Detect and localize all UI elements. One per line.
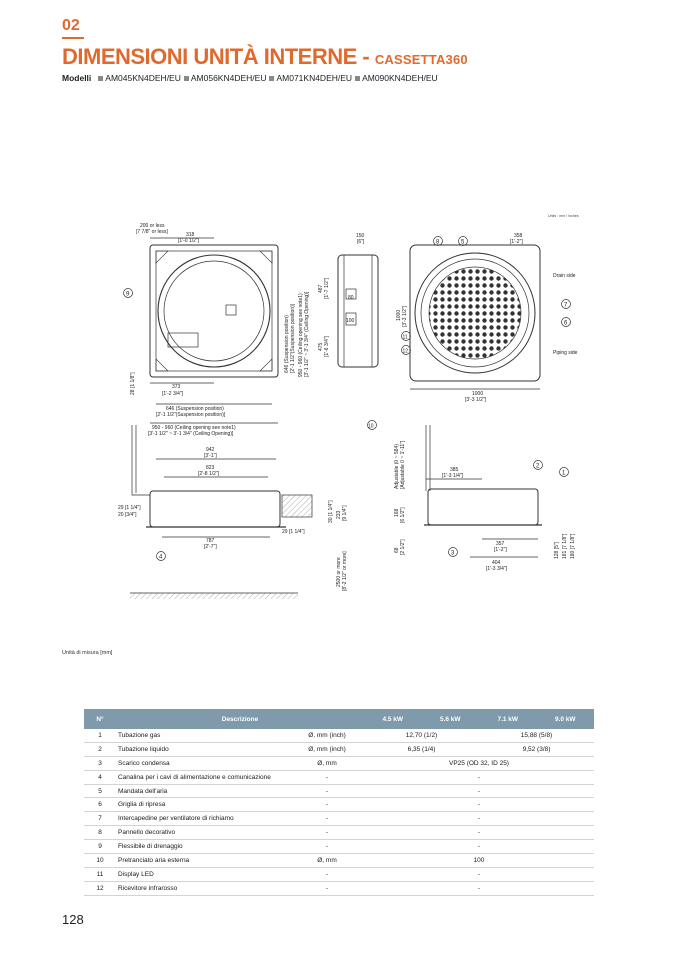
row-unit: - [290, 826, 364, 840]
dim-487-in: [1'-7 1/2"] [324, 277, 330, 299]
dim-68-in: [2 1/2"] [400, 539, 406, 555]
dim-373: 373 [172, 384, 181, 390]
row-val-all: - [364, 881, 594, 895]
row-unit: Ø, mm [290, 756, 364, 770]
dim-200: 200 or less [140, 223, 165, 229]
row-num: 6 [84, 798, 116, 812]
dim-168-in: [6 1/2"] [400, 507, 406, 523]
drain-side-label: Drain side [553, 273, 576, 279]
bullet-square-icon [355, 76, 360, 81]
dim-385-in: [1'-3 1/4"] [442, 473, 464, 479]
dim-787: 787 [206, 538, 215, 544]
dim-233: 233 [336, 510, 342, 519]
callout-8: 8 [436, 239, 440, 246]
dim-950v: 950 - 960 (Ceiling opening see note1) [298, 293, 304, 377]
table-row [84, 840, 594, 854]
table-header-row [84, 709, 594, 729]
dim-150: 150 [356, 233, 365, 239]
adjustable-in-label: [Adjustable 0 ~ 1'-11"] [400, 440, 406, 489]
header-45: 4.5 kW [364, 709, 422, 729]
row-desc: Scarico condensa [116, 756, 290, 770]
dim-646v: 646 (Suspension position) [284, 315, 290, 373]
row-unit: - [290, 770, 364, 784]
row-unit: Ø, mm (inch) [290, 729, 364, 742]
models-label: Modelli [62, 73, 92, 83]
row-num: 7 [84, 812, 116, 826]
row-desc: Flessibile di drenaggio [116, 840, 290, 854]
dim-1000h-in: [3'-3 1/2"] [465, 397, 487, 403]
row-desc: Ricevitore infrarosso [116, 881, 290, 895]
dim-823-in: [2'-8 1/2"] [198, 471, 220, 477]
callout-5: 5 [461, 239, 465, 246]
dim-318-in: [1'-0 1/2"] [178, 238, 200, 244]
row-num: 9 [84, 840, 116, 854]
dim-128: 128 [5"] [554, 541, 560, 559]
row-desc: Canalina per i cavi di alimentazione e comunicazione [116, 770, 290, 784]
table-row [84, 784, 594, 798]
dim-233-in: [9 1/4"] [342, 505, 348, 521]
table-row [84, 826, 594, 840]
model-1: AM045KN4DEH/EU [105, 73, 181, 83]
adjustable-label: Adjustable (0 ~ 584) [394, 444, 400, 489]
table-row [84, 770, 594, 784]
unit-note: Unità di misura [mm] [62, 650, 113, 656]
bullet-square-icon [269, 76, 274, 81]
row-desc: Griglia di ripresa [116, 798, 290, 812]
row-desc: Pannello decorativo [116, 826, 290, 840]
dim-950v-in: [3'-1 1/2" ~ 3'-1 3/4" (Ceiling Opening)] [304, 291, 310, 377]
title-sub: CASSETTA360 [374, 52, 468, 67]
dim-823: 823 [206, 465, 215, 471]
dim-942-in: [3'-1"] [204, 453, 217, 459]
row-val-a: 6,35 (1/4) [364, 742, 479, 756]
model-2: AM056KN4DEH/EU [190, 73, 267, 83]
dim-487: 487 [318, 284, 324, 293]
row-val-all: - [364, 826, 594, 840]
callout-7: 7 [564, 302, 568, 309]
row-val-all: - [364, 770, 594, 784]
table-row [84, 812, 594, 826]
dim-28: 28 [1 1/8"] [130, 372, 136, 395]
front-view [396, 233, 578, 403]
dim-646h: 646 (Suspension position) [166, 406, 224, 412]
table-row [84, 881, 594, 895]
header-56: 5.6 kW [422, 709, 480, 729]
callout-2: 2 [536, 463, 540, 470]
row-val-all: - [364, 840, 594, 854]
dim-168: 168 [394, 508, 400, 517]
title-main: DIMENSIONI UNITÀ INTERNE - [62, 44, 375, 69]
dim-29b: 29 [1 1/4"] [282, 529, 305, 535]
dim-2500: 2500 or more [336, 557, 342, 587]
row-val-b: 15,88 (5/8) [479, 729, 594, 742]
row-unit: - [290, 812, 364, 826]
units-label: Units : mm / inches [548, 214, 579, 218]
callout-12: 12 [402, 348, 409, 355]
dim-357-in: [1'-2"] [494, 547, 507, 553]
dim-475-in: [1'-6 3/4"] [324, 335, 330, 357]
side-view [318, 233, 378, 367]
callout-6: 6 [564, 320, 568, 327]
dim-942: 942 [206, 447, 215, 453]
row-desc: Pretranciato aria esterna [116, 854, 290, 868]
dim-100: 100 [346, 318, 355, 324]
page-number: 128 [62, 912, 84, 927]
row-num: 3 [84, 756, 116, 770]
dim-180: 180 [7 1/8"] [570, 533, 576, 559]
dim-646h-in: [2'-1 1/2"(Suspension position)] [156, 412, 226, 418]
row-desc: Intercapedine per ventilatore di richiamo [116, 812, 290, 826]
dim-1000v-in: [3'-3 1/2"] [402, 305, 408, 327]
callout-4: 4 [159, 554, 163, 561]
section-underline [62, 37, 84, 39]
dim-646v-in: [2'-1 1/2"(Suspension position)] [290, 303, 296, 373]
dim-318: 318 [186, 232, 195, 238]
row-val-all: - [364, 867, 594, 881]
row-val-all: - [364, 812, 594, 826]
dim-1000v: 1000 [396, 309, 402, 321]
dim-80: 80 [348, 295, 354, 301]
callout-10: 10 [368, 423, 374, 430]
top-view [130, 223, 310, 437]
model-4: AM090KN4DEH/EU [362, 73, 438, 83]
dim-1000h: 1000 [472, 391, 484, 397]
page-title [62, 44, 468, 70]
row-num: 5 [84, 784, 116, 798]
row-val-all: VP25 (OD 32, ID 25) [364, 756, 594, 770]
dim-787-in: [2'-7"] [204, 544, 217, 550]
header-desc: Descrizione [116, 709, 364, 729]
bullet-square-icon [98, 76, 103, 81]
row-num: 10 [84, 854, 116, 868]
bullet-square-icon [184, 76, 189, 81]
callout-1: 1 [562, 470, 566, 477]
row-val-a: 12,70 (1/2) [364, 729, 479, 742]
dim-373-in: [1'-2 3/4"] [162, 391, 184, 397]
dim-950h: 950 - 960 (Ceiling opening see note1) [152, 425, 236, 431]
row-unit: - [290, 798, 364, 812]
header-num: N° [84, 709, 116, 729]
dim-357: 357 [496, 541, 505, 547]
table-row [84, 756, 594, 770]
row-unit: Ø, mm [290, 854, 364, 868]
table-row [84, 798, 594, 812]
row-val-all: 100 [364, 854, 594, 868]
dim-404-in: [1'-3 3/4"] [486, 566, 508, 572]
row-val-all: - [364, 798, 594, 812]
dim-404: 404 [492, 560, 501, 566]
table-row [84, 742, 594, 756]
dim-30: 30 [1 1/4"] [328, 500, 334, 523]
callout-3: 3 [451, 550, 455, 557]
dim-358-in: [1'-2"] [510, 239, 523, 245]
row-val-b: 9,52 (3/8) [479, 742, 594, 756]
row-unit: - [290, 784, 364, 798]
dim-181: 181 [7 1/8"] [562, 533, 568, 559]
dim-358: 358 [514, 233, 523, 239]
section-number: 02 [62, 17, 80, 34]
row-desc: Display LED [116, 867, 290, 881]
table-row [84, 867, 594, 881]
model-3: AM071KN4DEH/EU [276, 73, 353, 83]
table-row [84, 729, 594, 742]
dim-150-in: [6"] [357, 239, 365, 245]
header-71: 7.1 kW [479, 709, 537, 729]
elevation-right [394, 425, 576, 572]
row-num: 12 [84, 881, 116, 895]
dim-200-in: [7 7/8" or less] [136, 229, 168, 235]
row-num: 11 [84, 867, 116, 881]
row-desc: Tubazione liquido [116, 742, 290, 756]
row-val-all: - [364, 784, 594, 798]
row-unit: - [290, 881, 364, 895]
dim-950h-in: [3'-1 1/2" ~ 3'-1 3/4" (Ceiling Opening)] [148, 431, 234, 437]
dim-385: 385 [450, 467, 459, 473]
piping-side-label: Piping side [553, 350, 578, 356]
table-row [84, 854, 594, 868]
row-unit: - [290, 867, 364, 881]
row-num: 4 [84, 770, 116, 784]
header-90: 9.0 kW [537, 709, 595, 729]
row-num: 2 [84, 742, 116, 756]
dim-475: 475 [318, 342, 324, 351]
elevation-left [118, 425, 348, 599]
dim-68: 68 [394, 547, 400, 553]
dim-29a: 29 [1 1/4"] [118, 505, 141, 511]
spec-table [84, 709, 594, 896]
row-desc: Tubazione gas [116, 729, 290, 742]
dim-2500-in: [8'-2 1/2" or more] [342, 551, 348, 591]
dim-20: 20 [3/4"] [118, 512, 137, 518]
dimension-drawing [110, 205, 600, 605]
callout-9: 9 [126, 291, 130, 298]
row-num: 1 [84, 729, 116, 742]
row-desc: Mandata dell'aria [116, 784, 290, 798]
models-line [62, 73, 438, 83]
row-unit: - [290, 840, 364, 854]
row-unit: Ø, mm (inch) [290, 742, 364, 756]
row-num: 8 [84, 826, 116, 840]
callout-11: 11 [402, 334, 408, 341]
